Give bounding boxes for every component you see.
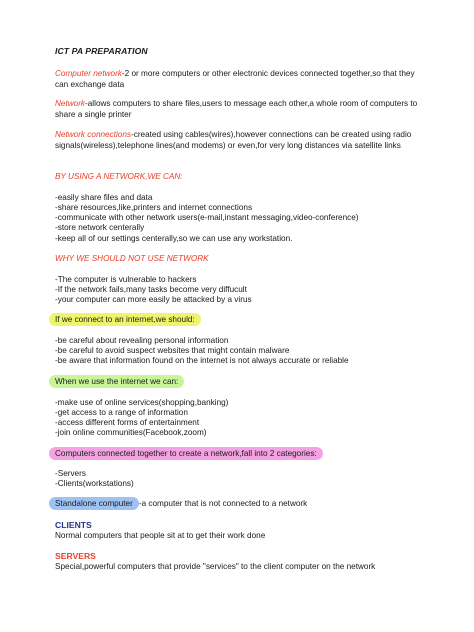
list-item: -store network centerally [55,223,145,232]
term-computer-network: Computer network [55,69,122,78]
list-item: -Servers [55,469,86,478]
highlight-green: When we use the internet we can: [49,375,184,388]
list-item: -communicate with other network users(e-mail,instant messaging,video-conference) [55,213,359,222]
term-network-connections: Network connections [55,130,131,139]
list-item: -get access to a range of information [55,408,188,417]
highlighted-heading-internet-should [55,315,201,326]
definition-text: -2 or more computers or other electronic devices connected together,so that they can exchange data [55,69,415,89]
definition-computer-network [55,69,425,90]
definition-standalone-computer [55,499,307,510]
list-item: -The computer is vulnerable to hackers [55,275,197,284]
definition-network [55,99,425,120]
highlight-pink: Computers connected together to create a network,fall into 2 categories: [49,447,323,460]
list-item: -keep all of our settings centerally,so we can use any workstation. [55,234,293,243]
list-item: -be careful to avoid suspect websites that might contain malware [55,346,290,355]
document-title: ICT PA PREPARATION [55,46,148,56]
list-item: -share resources,like,printers and internet connections [55,203,253,212]
highlighted-heading-internet-can [55,377,184,388]
list-item: -your computer can more easily be attacked by a virus [55,295,252,304]
definition-text: -created using cables(wires),however connections can be created using radio signals(wireless),telephone lines(and modems) or even,for very long distances via satellite links [55,130,412,150]
clients-description: Normal computers that people sit at to get their work done [55,531,266,540]
list-item: -make use of online services(shopping,banking) [55,398,229,407]
servers-description: Special,powerful computers that provide "services" to the client computer on the network [55,562,376,571]
section-heading-why-not-network: WHY WE SHOULD NOT USE NETWORK [55,254,209,263]
definition-text: -a computer that is not connected to a network [138,499,308,508]
definition-network-connections [55,130,425,151]
definition-text: -allows computers to share files,users to message each other,a whole room of computers to share a single printer [55,99,418,119]
clients-heading: CLIENTS [55,520,92,530]
list-item: -Clients(workstations) [55,479,134,488]
list-item: -access different forms of entertainment [55,418,200,427]
list-item: -be aware that information found on the internet is not always accurate or reliable [55,356,349,365]
servers-heading: SERVERS [55,551,96,561]
highlight-yellow: If we connect to an internet,we should: [49,313,201,326]
term-network: Network [55,99,86,108]
list-item: -be careful about revealing personal information [55,336,229,345]
highlighted-heading-categories [55,449,323,460]
list-item: -join online communities(Facebook,zoom) [55,428,207,437]
section-heading-using-network: BY USING A NETWORK,WE CAN: [55,172,183,181]
highlight-blue: Standalone computer [49,497,139,510]
list-item: -If the network fails,many tasks become very diffucult [55,285,247,294]
list-item: -easily share files and data [55,193,153,202]
